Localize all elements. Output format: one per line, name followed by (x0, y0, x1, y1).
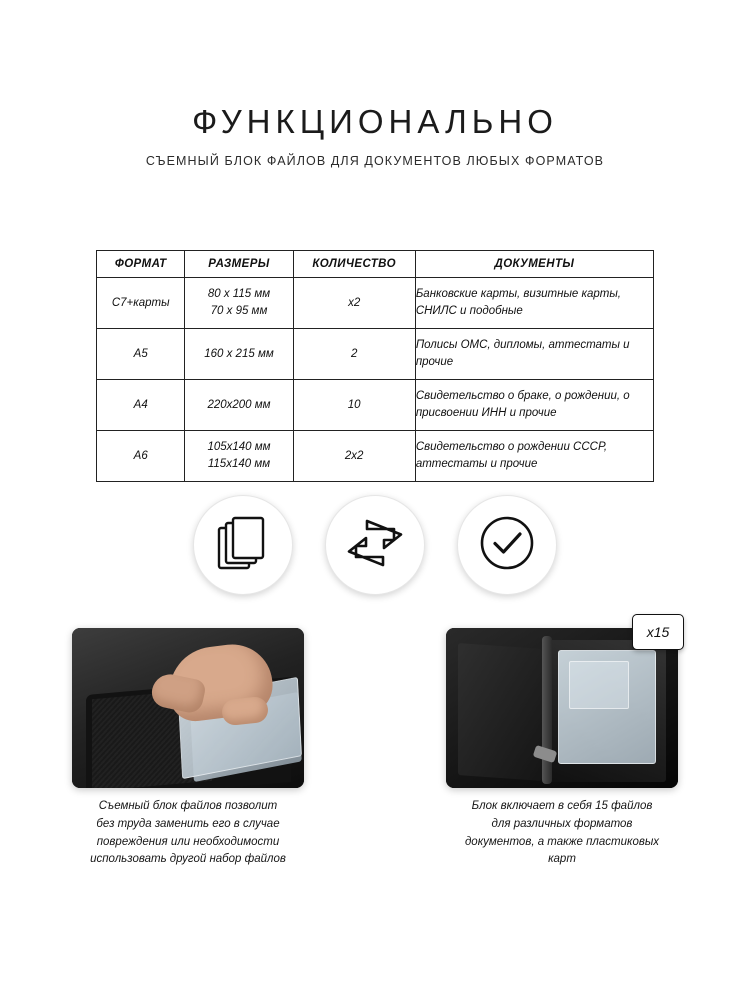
cell-size (185, 329, 293, 380)
cell-size (185, 278, 293, 329)
table-row (97, 329, 654, 380)
cell-quantity: x2 (293, 278, 415, 329)
quantity-badge: x15 (632, 614, 684, 650)
cell-documents (415, 329, 653, 380)
photo-right-left-cover (458, 643, 542, 781)
cell-size-line2: 115x140 мм (207, 458, 271, 470)
caption-right (432, 798, 692, 869)
cell-format: А5 (97, 329, 185, 380)
page-subtitle: СЪЕМНЫЙ БЛОК ФАЙЛОВ ДЛЯ ДОКУМЕНТОВ ЛЮБЫХ ФОРМАТОВ (145, 154, 605, 169)
cell-documents-line2: присвоении ИНН и прочие (415, 407, 557, 419)
cell-documents (415, 431, 653, 482)
cell-size (185, 380, 293, 431)
cell-documents-line1: Полисы ОМС, дипломы, аттестаты и (415, 339, 630, 352)
caption-left-line4: использовать другой набор файлов (90, 853, 286, 866)
caption-right-line1: Блок включает в себя 15 файлов (471, 800, 653, 812)
caption-right-line2: для различных форматов (491, 817, 633, 830)
cell-quantity: 2x2 (293, 431, 415, 482)
caption-right-line3: документов, а также пластиковых (464, 835, 660, 848)
caption-left-line3: повреждения или необходимости (96, 835, 280, 848)
cell-format: А4 (97, 380, 185, 431)
cell-format: C7+карты (97, 278, 185, 329)
icon-badge-documents (193, 495, 293, 595)
table-row (97, 431, 654, 482)
cell-size-line1: 220x200 мм (207, 398, 271, 411)
column-header-quantity: КОЛИЧЕСТВО (293, 251, 415, 278)
cell-size (185, 431, 293, 482)
table-header-row (97, 251, 654, 278)
column-header-documents: ДОКУМЕНТЫ (415, 251, 653, 278)
cell-quantity: 2 (293, 329, 415, 380)
documents-stack-icon (216, 515, 270, 576)
cell-size-line2: 70 x 95 мм (210, 305, 268, 317)
cell-quantity: 10 (293, 380, 415, 431)
table-body (97, 278, 654, 482)
cell-size-line1: 105x140 мм (207, 441, 271, 454)
page-title: ФУНКЦИОНАЛЬНО (192, 103, 558, 140)
caption-left-line1: Съемный блок файлов позволит (98, 800, 278, 812)
table-row (97, 278, 654, 329)
cell-format: А6 (97, 431, 185, 482)
cell-documents-line1: Свидетельство о рождении СССР, (415, 441, 608, 454)
feature-icons-row (0, 495, 750, 595)
photo-right-file-sheet (558, 650, 656, 764)
caption-right-line4: карт (548, 853, 576, 866)
photo-removable-file-block (72, 628, 304, 788)
cell-documents (415, 278, 653, 329)
photo-file-block-contents (446, 628, 678, 788)
cell-documents-line1: Банковские карты, визитные карты, (415, 288, 621, 301)
page-header (0, 104, 750, 168)
photo-right-card-pocket (569, 661, 629, 709)
cell-documents-line2: СНИЛС и подобные (415, 305, 523, 317)
exchange-arrows-icon (346, 517, 404, 574)
column-header-size: РАЗМЕРЫ (185, 251, 293, 278)
icon-badge-check (457, 495, 557, 595)
spec-table (96, 250, 654, 482)
cell-size-line1: 160 x 215 мм (204, 347, 274, 360)
table-head (97, 251, 654, 278)
icon-badge-exchange (325, 495, 425, 595)
caption-left-line2: без труда заменить его в случае (96, 817, 280, 830)
check-circle-icon (478, 514, 536, 577)
column-header-format: ФОРМАТ (97, 251, 185, 278)
spec-table-wrapper (96, 250, 654, 482)
cell-documents-line2: прочие (415, 356, 454, 368)
caption-left (58, 798, 318, 869)
cell-documents-line2: аттестаты и прочие (415, 458, 538, 470)
table-row (97, 380, 654, 431)
cell-documents-line1: Свидетельство о браке, о рождении, о (415, 390, 630, 403)
cell-documents (415, 380, 653, 431)
cell-size-line1: 80 x 115 мм (207, 288, 271, 301)
